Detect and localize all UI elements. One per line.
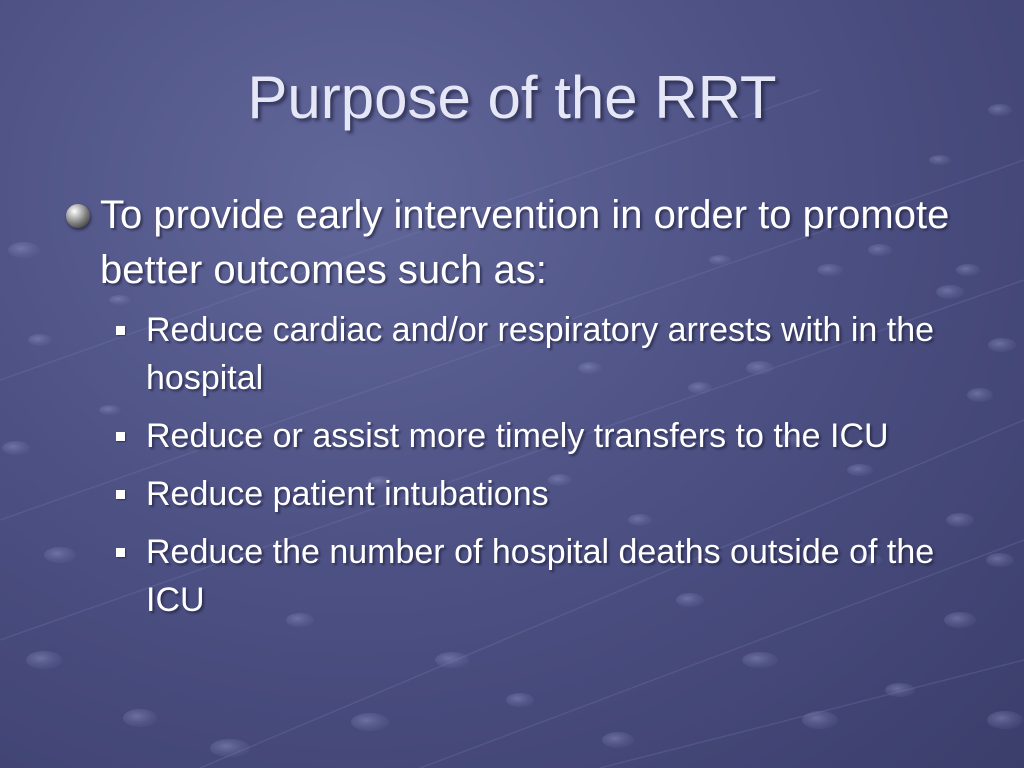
slide-title: Purpose of the RRT — [247, 64, 777, 131]
sub-bullet-item — [116, 528, 984, 624]
square-bullet-icon — [116, 326, 125, 335]
main-bullet-point — [64, 188, 984, 298]
square-bullet-icon — [116, 432, 125, 441]
sub-bullet-item — [116, 412, 984, 460]
slide-content — [64, 188, 984, 640]
sphere-bullet-icon — [66, 204, 90, 228]
square-bullet-icon — [116, 490, 125, 499]
main-bullet-text: To provide early intervention in order to promote better outcomes such as: — [100, 193, 950, 292]
sub-bullet-item — [116, 306, 984, 402]
sub-bullet-list — [116, 306, 984, 624]
sub-bullet-text: Reduce or assist more timely transfers to the ICU — [146, 417, 889, 455]
square-bullet-icon — [116, 548, 125, 557]
sub-bullet-text: Reduce the number of hospital deaths outside of the ICU — [146, 533, 935, 619]
sub-bullet-item — [116, 470, 984, 518]
sub-bullet-text: Reduce cardiac and/or respiratory arrests with in the hospital — [146, 311, 935, 397]
sub-bullet-text: Reduce patient intubations — [146, 475, 549, 513]
